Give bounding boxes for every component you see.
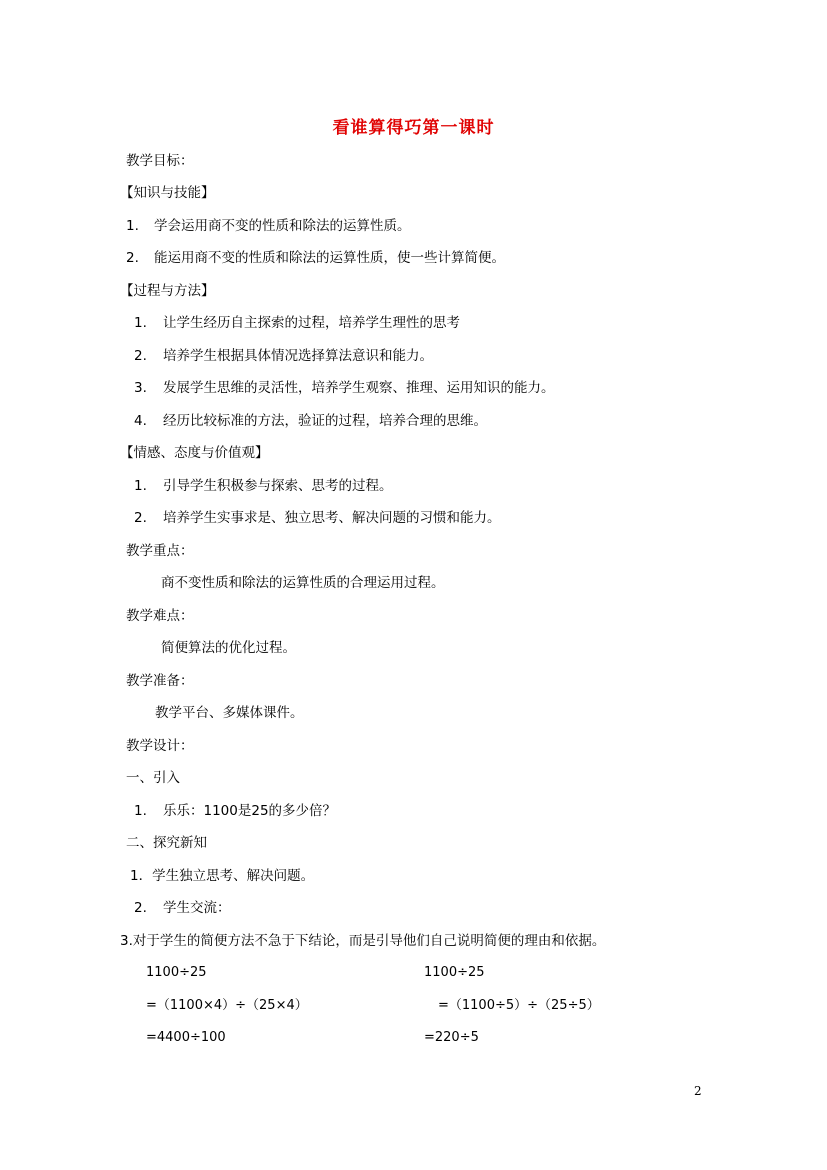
emotion-item-1 [134,477,393,495]
item-number: 4. [134,413,147,429]
item-text: 学生交流： [163,900,231,916]
calc-right-line-1: 1100÷25 [424,965,485,980]
item-number: 2. [134,510,147,526]
item-number: 1. [126,218,139,234]
process-item-2 [134,347,433,365]
explore-item-2 [134,899,231,917]
calc-right-line-3: =220÷5 [424,1030,479,1045]
item-text: 能运用商不变的性质和除法的运算性质，使一些计算简便。 [154,250,505,266]
preparation-heading: 教学准备： [126,673,194,689]
item-text: 培养学生实事求是、独立思考、解决问题的习惯和能力。 [163,510,501,526]
key-point-heading: 教学重点： [126,543,194,559]
page-number: 2 [694,1084,702,1098]
item-text: 发展学生思维的灵活性，培养学生观察、推理、运用知识的能力。 [163,380,555,396]
process-item-3 [134,379,555,397]
document-title: 看谁算得巧第一课时 [332,118,495,138]
explore-item-3: 3.对于学生的简便方法不急于下结论，而是引导他们自己说明简便的理由和依据。 [120,933,606,949]
knowledge-item-2 [126,249,505,267]
item-number: 1. [134,478,147,494]
key-point-text: 商不变性质和除法的运算性质的合理运用过程。 [161,575,445,591]
preparation-text: 教学平台、多媒体课件。 [155,705,304,721]
calc-left-line-2: =（1100×4）÷（25×4） [146,998,308,1013]
item-text: 培养学生根据具体情况选择算法意识和能力。 [163,348,433,364]
calc-right-line-2: =（1100÷5）÷（25÷5） [438,998,600,1013]
item-text: 乐乐：1100是25的多少倍？ [163,803,337,819]
process-item-1 [134,314,460,332]
intro-heading: 一、引入 [126,770,180,786]
explore-item-1: 1．学生独立思考、解决问题。 [130,868,315,884]
item-text: 学会运用商不变的性质和除法的运算性质。 [154,218,411,234]
knowledge-heading: 【知识与技能】 [120,185,215,201]
item-number: 2. [134,348,147,364]
calc-left-line-1: 1100÷25 [146,965,207,980]
emotion-heading: 【情感、态度与价值观】 [120,445,269,461]
difficulty-text: 简便算法的优化过程。 [161,640,296,656]
item-number: 2. [126,250,139,266]
item-number: 2. [134,900,147,916]
item-number: 3. [134,380,147,396]
difficulty-heading: 教学难点： [126,608,194,624]
item-text: 让学生经历自主探索的过程，培养学生理性的思考 [163,315,460,331]
item-text: 经历比较标准的方法，验证的过程，培养合理的思维。 [163,413,487,429]
process-heading: 【过程与方法】 [120,283,215,299]
intro-item-1 [134,802,336,820]
item-text: 引导学生积极参与探索、思考的过程。 [163,478,393,494]
explore-heading: 二、探究新知 [126,835,207,851]
goals-heading: 教学目标： [126,153,194,169]
calc-left-line-3: =4400÷100 [146,1030,226,1045]
knowledge-item-1 [126,217,411,235]
design-heading: 教学设计： [126,738,194,754]
emotion-item-2 [134,509,501,527]
item-number: 1. [134,315,147,331]
process-item-4 [134,412,487,430]
item-number: 1. [134,803,147,819]
